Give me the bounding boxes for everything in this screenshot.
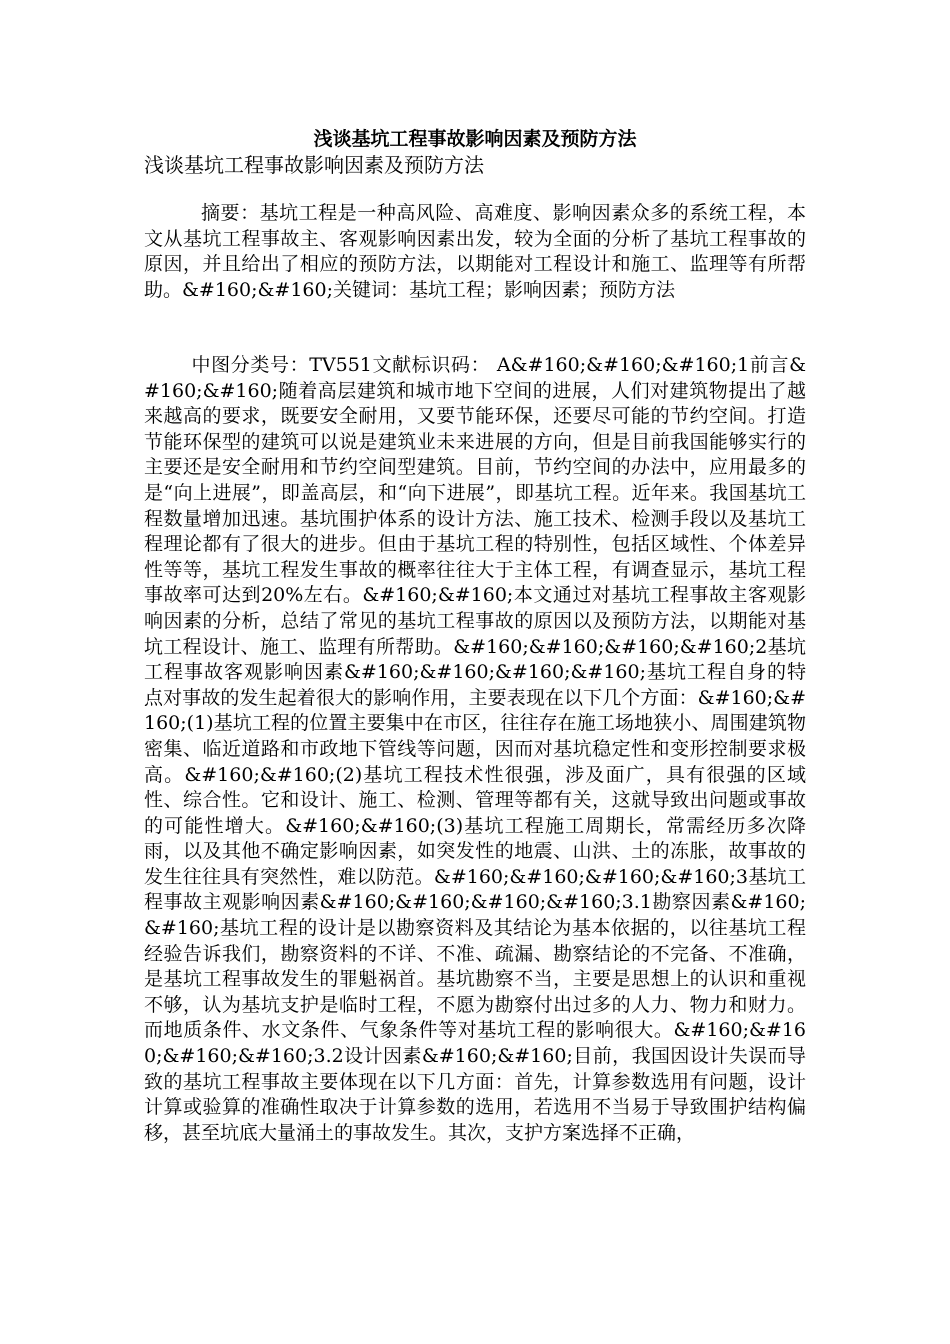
document-subtitle: 浅谈基坑工程事故影响因素及预防方法: [144, 153, 484, 177]
document-title: 浅谈基坑工程事故影响因素及预防方法: [313, 128, 637, 150]
body-paragraph: 中图分类号：TV551文献标识码： A&#160;&#160;&#160;1前言&#160;&#160;随着高层建筑和城市地下空间的进展，人们对建筑物提出了越来越高的要求，既要安全耐用，又要节能环保，还要尽可能的节约空间。打造节能环保型的建筑可以说是建筑业未来进展的方向，但是目前我国能够实行的主要还是安全耐用和节约空间型建筑。目前，节约空间的办法中，应用最多的是“向上进展”，即盖高层，和“向下进展”，即基坑工程。近年来。我国基坑工程数量增加迅速。基坑围护体系的设计方法、施工技术、检测手段以及基坑工程理论都有了很大的进步。但由于基坑工程的特别性，包括区域性、个体差异性等等，基坑工程发生事故的概率往往大于主体工程，有调查显示，基坑工程事故率可达到20%左右。&#160;&#160;本文通过对基坑工程事故主客观影响因素的分析，总结了常见的基坑工程事故的原因以及预防方法，以期能对基坑工程设计、施工、监理有所帮助。&#160;&#160;&#160;&#160;2基坑工程事故客观影响因素&#160;&#160;&#160;&#160;基坑工程自身的特点对事故的发生起着很大的影响作用，主要表现在以下几个方面：&#160;&#160;(1)基坑工程的位置主要集中在市区，往往存在施工场地狭小、周围建筑物密集、临近道路和市政地下管线等问题，因而对基坑稳定性和变形控制要求极高。&#160;&#160;(2)基坑工程技术性很强，涉及面广，具有很强的区域性、综合性。它和设计、施工、检测、管理等都有关，这就导致出问题或事故的可能性增大。&#160;&#160;(3)基坑工程施工周期长，常需经历多次降雨，以及其他不确定影响因素，如突发性的地震、山洪、土的冻胀，故事故的发生往往具有突然性，难以防范。&#160;&#160;&#160;&#160;3基坑工程事故主观影响因素&#160;&#160;&#160;&#160;3.1勘察因素&#160;&#160;基坑工程的设计是以勘察资料及其结论为基本依据的，以往基坑工程经验告诉我们，勘察资料的不详、不准、疏漏、勘察结论的不完备、不准确，是基坑工程事故发生的罪魁祸首。基坑勘察不当，主要是思想上的认识和重视不够，认为基坑支护是临时工程，不愿为勘察付出过多的人力、物力和财力。而地质条件、水文条件、气象条件等对基坑工程的影响很大。&#160;&#160;&#160;&#160;3.2设计因素&#160;&#160;目前，我国因设计失误而导致的基坑工程事故主要体现在以下几方面：首先，计算参数选用有问题，设计计算或验算的准确性取决于计算参数的选用，若选用不当易于导致围护结构偏移，甚至坑底大量涌土的事故发生。其次，支护方案选择不正确，: [144, 354, 806, 1144]
abstract-paragraph: 摘要：基坑工程是一种高风险、高难度、影响因素众多的系统工程，本文从基坑工程事故主、客观影响因素出发，较为全面的分析了基坑工程事故的原因，并且给出了相应的预防方法，以期能对工程设计和施工、监理等有所帮助。&#160;&#160;关键词：基坑工程；影响因素；预防方法: [144, 202, 806, 301]
